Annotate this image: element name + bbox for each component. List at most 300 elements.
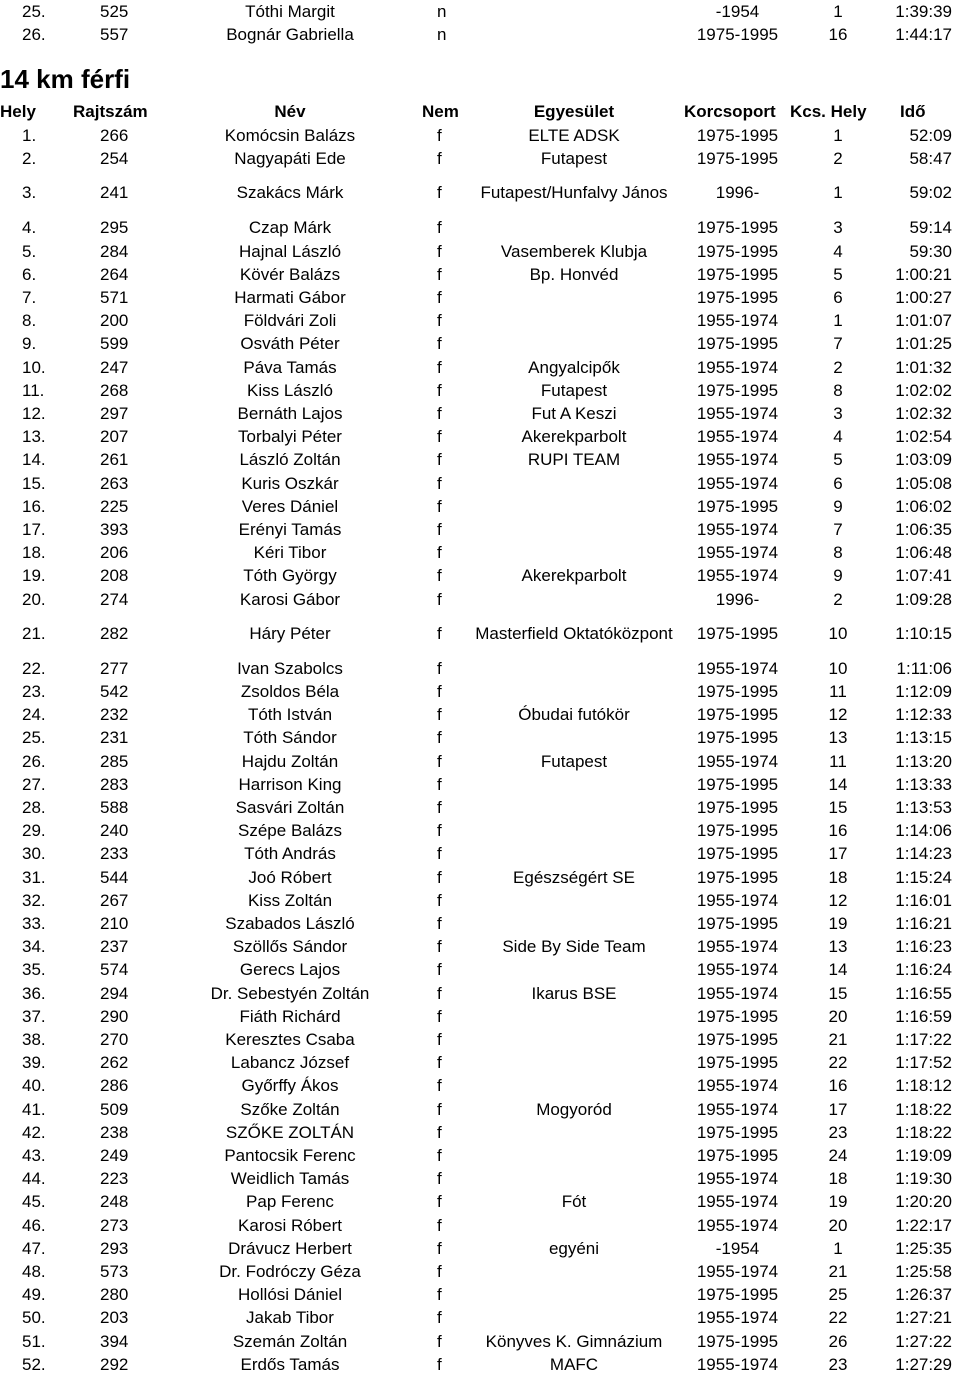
finish-time-cell: 52:09	[909, 126, 952, 145]
sex-cell: f	[437, 183, 442, 203]
sex-cell: f	[437, 774, 442, 794]
place-cell: 7.	[22, 288, 37, 307]
club-cell: Akerekparbolt	[521, 566, 627, 586]
category-cell: 1975-1995	[696, 774, 779, 794]
place-cell: 16.	[22, 496, 46, 516]
club-cell	[470, 1005, 678, 1028]
runner-name-cell: Ivan Szabolcs	[237, 658, 343, 678]
finish-time-cell: 1:09:28	[895, 589, 952, 609]
finish-time-cell: 1:01:25	[895, 334, 952, 354]
runner-name-cell: Sasvári Zoltán	[235, 798, 345, 817]
header-category-place: Kcs. Hely	[790, 102, 867, 121]
table-row	[0, 518, 960, 541]
finish-time-cell: 1:16:59	[895, 1006, 952, 1026]
finish-time-cell: 1:27:22	[895, 1331, 952, 1351]
bib-number-cell: 267	[100, 890, 129, 910]
runner-name-cell: Szemán Zoltán	[232, 1331, 348, 1351]
category-place-cell: 24	[828, 1146, 848, 1165]
category-cell: 1975-1995	[696, 288, 779, 307]
place-cell: 1.	[22, 126, 37, 145]
category-place-cell: 1	[833, 183, 843, 203]
sex-cell: f	[437, 751, 442, 771]
club-cell	[470, 958, 678, 981]
category-place-cell: 13	[828, 728, 848, 748]
place-cell: 44.	[22, 1169, 46, 1189]
category-cell: 1955-1974	[696, 404, 779, 423]
club-cell: Angyalcipők	[528, 357, 620, 377]
sex-cell: f	[437, 241, 442, 261]
category-cell: 1975-1995	[696, 1030, 779, 1049]
category-place-cell: 23	[828, 1122, 848, 1142]
category-cell: 1975-1995	[696, 380, 779, 400]
runner-name-cell: SZŐKE ZOLTÁN	[225, 1122, 355, 1142]
club-cell	[470, 309, 678, 332]
category-place-cell: 4	[833, 427, 843, 447]
sex-cell: f	[437, 937, 442, 957]
sex-cell: f	[437, 1331, 442, 1351]
table-row	[0, 1283, 960, 1306]
finish-time-cell: 1:26:37	[895, 1285, 952, 1305]
bib-number-cell: 262	[100, 1053, 129, 1073]
category-place-cell: 7	[833, 334, 843, 354]
category-cell: 1955-1974	[696, 543, 779, 563]
club-cell	[470, 726, 678, 749]
runner-name-cell: Dr. Sebestyén Zoltán	[210, 983, 370, 1003]
place-cell: 47.	[22, 1238, 46, 1258]
place-cell: 48.	[22, 1262, 46, 1281]
sex-cell: f	[437, 658, 442, 678]
club-cell	[470, 518, 678, 541]
sex-cell: n	[437, 25, 447, 44]
category-cell: 1975-1995	[696, 126, 779, 145]
sex-cell: f	[437, 496, 442, 516]
club-cell: Könyves K. Gimnázium	[485, 1331, 663, 1351]
place-cell: 17.	[22, 520, 46, 539]
table-row	[0, 448, 960, 471]
finish-time-cell: 1:16:01	[895, 890, 952, 910]
category-cell: 1955-1974	[696, 1076, 779, 1096]
category-cell: 1975-1995	[696, 264, 779, 284]
place-cell: 52.	[22, 1354, 46, 1374]
place-cell: 29.	[22, 821, 46, 841]
table-row	[0, 425, 960, 448]
club-cell	[470, 286, 678, 309]
place-cell: 46.	[22, 1215, 46, 1235]
club-cell: Fut A Keszi	[531, 404, 617, 423]
runner-name-cell: Zsoldos Béla	[240, 682, 340, 701]
category-place-cell: 2	[833, 357, 843, 377]
bib-number-cell: 557	[100, 25, 129, 44]
place-cell: 41.	[22, 1099, 46, 1119]
category-place-cell: 12	[828, 890, 848, 910]
sex-cell: f	[437, 983, 442, 1003]
club-cell: egyéni	[548, 1238, 600, 1258]
sex-cell: f	[437, 380, 442, 400]
sex-cell: f	[437, 473, 442, 493]
finish-time-cell: 1:44:17	[895, 25, 952, 44]
category-cell: 1975-1995	[696, 914, 779, 933]
club-cell	[470, 796, 678, 819]
table-row	[0, 472, 960, 495]
category-place-cell: 19	[828, 1192, 848, 1212]
finish-time-cell: 1:13:20	[895, 751, 952, 771]
finish-time-cell: 1:02:02	[895, 380, 952, 400]
finish-time-cell: 59:30	[909, 241, 952, 261]
category-place-cell: 10	[828, 658, 848, 678]
place-cell: 26.	[22, 25, 46, 44]
bib-number-cell: 237	[100, 937, 129, 957]
bib-number-cell: 290	[100, 1006, 129, 1026]
finish-time-cell: 1:12:09	[895, 682, 952, 701]
runner-name-cell: Erényi Tamás	[238, 520, 342, 539]
runner-name-cell: Kövér Balázs	[239, 264, 341, 284]
finish-time-cell: 1:06:02	[895, 496, 952, 516]
finish-time-cell: 1:16:23	[895, 937, 952, 957]
club-cell	[470, 588, 678, 611]
sex-cell: f	[437, 288, 442, 307]
sex-cell: f	[437, 844, 442, 864]
category-cell: 1955-1974	[696, 1308, 779, 1328]
runner-name-cell: Jakab Tibor	[246, 1308, 334, 1328]
runner-name-cell: Weidlich Tamás	[230, 1169, 350, 1189]
table-row	[0, 402, 960, 425]
category-cell: 1975-1995	[696, 334, 779, 354]
runner-name-cell: László Zoltán	[239, 450, 341, 470]
runner-name-cell: Háry Péter	[249, 623, 331, 643]
place-cell: 32.	[22, 890, 46, 910]
table-row	[0, 611, 960, 657]
runner-name-cell: Dr. Fodróczy Géza	[219, 1262, 361, 1281]
category-cell: 1975-1995	[696, 705, 779, 725]
bib-number-cell: 285	[100, 751, 129, 771]
sex-cell: f	[437, 404, 442, 423]
sex-cell: f	[437, 1076, 442, 1096]
sex-cell: f	[437, 705, 442, 725]
bib-number-cell: 200	[100, 311, 129, 331]
runner-name-cell: Szépe Balázs	[238, 821, 342, 841]
sex-cell: f	[437, 357, 442, 377]
club-cell	[470, 332, 678, 355]
sex-cell: f	[437, 566, 442, 586]
place-cell: 49.	[22, 1285, 46, 1305]
club-cell	[470, 1306, 678, 1329]
finish-time-cell: 59:02	[909, 183, 952, 203]
runner-name-cell: Tóth György	[243, 566, 337, 586]
place-cell: 22.	[22, 658, 46, 678]
place-cell: 15.	[22, 473, 46, 493]
finish-time-cell: 1:00:27	[895, 288, 952, 307]
finish-time-cell: 1:13:33	[895, 774, 952, 794]
table-row	[0, 23, 960, 46]
place-cell: 34.	[22, 937, 46, 957]
sex-cell: f	[437, 623, 442, 643]
category-place-cell: 3	[833, 404, 843, 423]
club-cell	[470, 495, 678, 518]
category-cell: 1955-1974	[696, 1354, 779, 1374]
category-place-cell: 11	[829, 682, 847, 701]
category-cell: 1975-1995	[696, 821, 779, 841]
place-cell: 12.	[22, 404, 46, 423]
category-cell: 1955-1974	[696, 566, 779, 586]
category-place-cell: 13	[828, 937, 848, 957]
category-cell: 1955-1974	[696, 983, 779, 1003]
category-place-cell: 17	[828, 844, 848, 864]
bib-number-cell: 248	[100, 1192, 129, 1212]
place-cell: 51.	[22, 1331, 46, 1351]
sex-cell: f	[437, 1006, 442, 1026]
category-cell: -1954	[715, 1238, 760, 1258]
finish-time-cell: 1:16:24	[895, 960, 952, 980]
runner-name-cell: Drávucz Herbert	[228, 1238, 352, 1258]
finish-time-cell: 1:05:08	[895, 473, 952, 493]
category-cell: 1975-1995	[696, 1006, 779, 1026]
place-cell: 35.	[22, 960, 46, 980]
runner-name-cell: Torbalyi Péter	[238, 427, 342, 447]
club-cell: Fót	[561, 1192, 587, 1212]
sex-cell: f	[437, 1192, 442, 1212]
club-cell	[470, 216, 678, 239]
table-row	[0, 1214, 960, 1237]
category-place-cell: 6	[833, 288, 843, 307]
header-pos: Hely	[0, 102, 36, 121]
place-cell: 25.	[22, 2, 46, 21]
table-row	[0, 935, 960, 958]
table-row	[0, 842, 960, 865]
runner-name-cell: Kuris Oszkár	[241, 473, 339, 493]
header-club: Egyesület	[533, 102, 615, 121]
runner-name-cell: Joó Róbert	[248, 867, 332, 887]
category-cell: 1955-1974	[696, 473, 779, 493]
category-cell: 1996-	[715, 183, 760, 203]
runner-name-cell: Komócsin Balázs	[224, 126, 356, 145]
finish-time-cell: 1:02:32	[895, 404, 952, 423]
category-cell: 1975-1995	[696, 1285, 779, 1305]
bib-number-cell: 277	[100, 658, 129, 678]
table-row	[0, 1167, 960, 1190]
place-cell: 5.	[22, 241, 37, 261]
club-cell	[470, 541, 678, 564]
finish-time-cell: 1:06:48	[895, 543, 952, 563]
runner-name-cell: Páva Tamás	[243, 357, 337, 377]
category-cell: 1955-1974	[696, 1215, 779, 1235]
finish-time-cell: 1:18:12	[895, 1076, 952, 1096]
runner-name-cell: Szöllős Sándor	[232, 937, 348, 957]
bib-number-cell: 233	[100, 844, 129, 864]
club-cell: RUPI TEAM	[527, 450, 621, 470]
finish-time-cell: 1:15:24	[895, 867, 952, 887]
bib-number-cell: 525	[100, 2, 129, 21]
place-cell: 30.	[22, 844, 46, 864]
category-cell: 1955-1974	[696, 427, 779, 447]
category-cell: 1975-1995	[696, 867, 779, 887]
bib-number-cell: 206	[100, 543, 129, 563]
sex-cell: f	[437, 1053, 442, 1073]
category-place-cell: 10	[828, 623, 848, 643]
bib-number-cell: 574	[100, 960, 129, 980]
table-row	[0, 1353, 960, 1376]
table-row	[0, 1190, 960, 1213]
category-place-cell: 26	[828, 1331, 848, 1351]
table-row	[0, 1074, 960, 1097]
category-place-cell: 3	[833, 218, 843, 238]
bib-number-cell: 292	[100, 1354, 129, 1374]
runner-name-cell: Osváth Péter	[240, 334, 340, 354]
category-place-cell: 19	[828, 914, 848, 933]
category-place-cell: 15	[828, 983, 848, 1003]
runner-name-cell: Czap Márk	[248, 218, 332, 238]
table-row	[0, 912, 960, 935]
category-cell: 1975-1995	[696, 218, 779, 238]
club-cell	[470, 912, 678, 935]
place-cell: 27.	[22, 774, 46, 794]
bib-number-cell: 274	[100, 589, 129, 609]
club-cell	[470, 773, 678, 796]
sex-cell: f	[437, 543, 442, 563]
bib-number-cell: 232	[100, 705, 129, 725]
table-row	[0, 332, 960, 355]
club-cell: Ikarus BSE	[531, 983, 617, 1003]
category-place-cell: 4	[833, 241, 843, 261]
finish-time-cell: 1:27:21	[895, 1308, 952, 1328]
finish-time-cell: 58:47	[909, 149, 952, 169]
category-place-cell: 2	[833, 589, 843, 609]
category-place-cell: 22	[828, 1053, 848, 1073]
sex-cell: f	[437, 334, 442, 354]
finish-time-cell: 1:07:41	[895, 566, 952, 586]
place-cell: 40.	[22, 1076, 46, 1096]
sex-cell: f	[437, 890, 442, 910]
finish-time-cell: 1:12:33	[895, 705, 952, 725]
header-category: Korcsoport	[684, 102, 776, 121]
bib-number-cell: 544	[100, 867, 129, 887]
bib-number-cell: 249	[100, 1146, 129, 1165]
category-cell: 1975-1995	[696, 496, 779, 516]
runner-name-cell: Nagyapáti Ede	[234, 149, 346, 169]
sex-cell: f	[437, 1169, 442, 1189]
table-row	[0, 1260, 960, 1283]
place-cell: 23.	[22, 682, 46, 701]
bib-number-cell: 263	[100, 473, 129, 493]
header-bib: Rajtszám	[73, 102, 148, 121]
bib-number-cell: 283	[100, 774, 129, 794]
place-cell: 8.	[22, 311, 37, 331]
table-row	[0, 379, 960, 402]
runner-name-cell: Hollósi Dániel	[238, 1285, 342, 1305]
runner-name-cell: Pap Ferenc	[246, 1192, 334, 1212]
category-place-cell: 23	[828, 1354, 848, 1374]
bib-number-cell: 240	[100, 821, 129, 841]
finish-time-cell: 1:14:23	[895, 844, 952, 864]
club-cell	[470, 1214, 678, 1237]
sex-cell: f	[437, 427, 442, 447]
place-cell: 26.	[22, 751, 46, 771]
club-cell	[470, 23, 678, 46]
finish-time-cell: 1:01:32	[895, 357, 952, 377]
club-cell: Futapest	[540, 751, 608, 771]
category-place-cell: 15	[828, 798, 848, 817]
sex-cell: f	[437, 264, 442, 284]
runner-name-cell: Harmati Gábor	[234, 288, 346, 307]
category-place-cell: 6	[833, 473, 843, 493]
table-row	[0, 263, 960, 286]
finish-time-cell: 1:25:58	[895, 1262, 952, 1281]
place-cell: 33.	[22, 914, 46, 933]
club-cell: Mogyoród	[536, 1099, 612, 1119]
runner-name-cell: Gerecs Lajos	[239, 960, 341, 980]
club-cell: MAFC	[549, 1354, 599, 1374]
category-place-cell: 12	[828, 705, 848, 725]
sex-cell: f	[437, 867, 442, 887]
runner-name-cell: Győrffy Ákos	[241, 1076, 339, 1096]
bib-number-cell: 286	[100, 1076, 129, 1096]
sex-cell: f	[437, 1215, 442, 1235]
header-name: Név	[274, 102, 306, 121]
runner-name-cell: Földvári Zoli	[243, 311, 337, 331]
category-place-cell: 1	[833, 311, 843, 331]
bib-number-cell: 573	[100, 1262, 129, 1281]
club-cell: Vasemberek Klubja	[500, 241, 648, 261]
bib-number-cell: 254	[100, 149, 129, 169]
finish-time-cell: 1:06:35	[895, 520, 952, 539]
bib-number-cell: 264	[100, 264, 129, 284]
table-row	[0, 1237, 960, 1260]
runner-name-cell: Kéri Tibor	[253, 543, 327, 563]
table-row	[0, 216, 960, 239]
bib-number-cell: 282	[100, 623, 129, 643]
bib-number-cell: 295	[100, 218, 129, 238]
finish-time-cell: 1:11:06	[896, 658, 952, 678]
category-cell: 1955-1974	[696, 357, 779, 377]
place-cell: 42.	[22, 1122, 46, 1142]
place-cell: 2.	[22, 149, 37, 169]
place-cell: 6.	[22, 264, 37, 284]
category-place-cell: 9	[833, 496, 843, 516]
sex-cell: f	[437, 1030, 442, 1049]
table-row	[0, 819, 960, 842]
sex-cell: f	[437, 728, 442, 748]
category-cell: 1975-1995	[696, 682, 779, 701]
finish-time-cell: 1:03:09	[895, 450, 952, 470]
runner-name-cell: Harrison King	[238, 774, 342, 794]
table-row	[0, 1121, 960, 1144]
place-cell: 13.	[22, 427, 46, 447]
finish-time-cell: 1:25:35	[895, 1238, 952, 1258]
category-cell: 1955-1974	[696, 890, 779, 910]
finish-time-cell: 1:18:22	[895, 1122, 952, 1142]
sex-cell: f	[437, 798, 442, 817]
place-cell: 38.	[22, 1030, 46, 1049]
place-cell: 19.	[22, 566, 46, 586]
finish-time-cell: 1:01:07	[895, 311, 952, 331]
runner-name-cell: Bognár Gabriella	[226, 25, 354, 44]
finish-time-cell: 1:19:09	[895, 1146, 952, 1165]
finish-time-cell: 1:18:22	[895, 1099, 952, 1119]
runner-name-cell: Tóth Sándor	[243, 728, 337, 748]
category-place-cell: 22	[828, 1308, 848, 1328]
bib-number-cell: 203	[100, 1308, 129, 1328]
club-cell: Bp. Honvéd	[529, 264, 619, 284]
table-row	[0, 588, 960, 611]
runner-name-cell: Keresztes Csaba	[225, 1030, 355, 1049]
table-row	[0, 1051, 960, 1074]
place-cell: 18.	[22, 543, 46, 563]
sex-cell: f	[437, 1262, 442, 1281]
bib-number-cell: 238	[100, 1122, 129, 1142]
category-place-cell: 9	[833, 566, 843, 586]
category-cell: 1975-1995	[696, 149, 779, 169]
runner-name-cell: Kiss Zoltán	[247, 890, 333, 910]
table-row	[0, 170, 960, 216]
